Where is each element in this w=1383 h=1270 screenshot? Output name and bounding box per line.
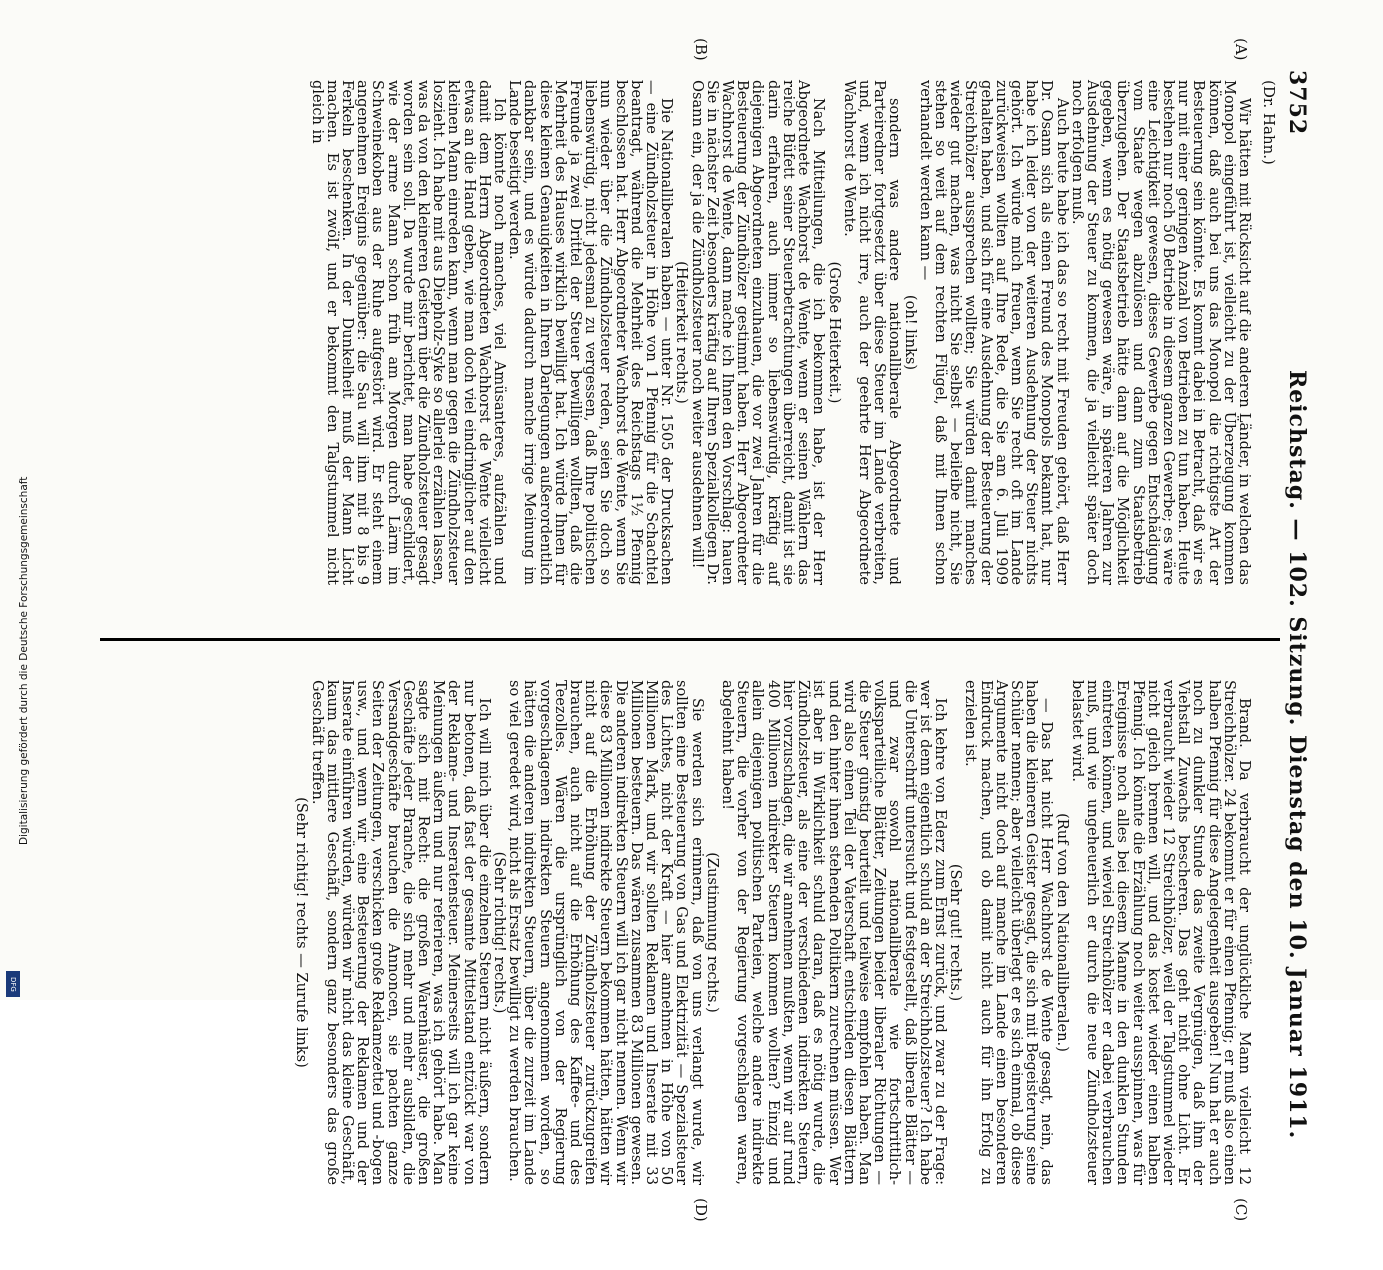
paragraph: Die Nationalliberalen haben — unter Nr. 1505 der Drucksachen — eine Zündholzsteuer in Höhe von 1 Pfennig für die Schachtel beantragt, während die Mehrheit des Reichstags 1½ Pfennig beschlossen hat. Herr Abgeordneter Wachhorst de Wente, wenn Sie nun wieder über die Zündholzsteuer reden, seien Sie doch so liebenswürdig, nicht jedesmal zu vergessen, daß Ihre politischen Freunde ja zwei Drittel der Steuer bewilligen wollten, daß die Mehrheit des Hauses wirklich bewilligt hat. Ich würde Ihnen für diese kleinen Genauigkeiten in Ihren Darlegungen außerordentlich dankbar sein, und es würde dadurch manche irrige Meinung im Lande beseitigt werden. [506, 80, 676, 585]
interjection: (Sehr gut! rechts.) [947, 863, 965, 1002]
page-header [1280, 70, 1310, 1270]
paragraph: Auch heute habe ich das so recht mit Freuden gehört, daß Herr Dr. Osann sich als einen Freund des Monopols bekannt hat, nur habe ich leider von der weiteren Ausdehnung der Steuer nichts gehört. Ich würde mich freuen, wenn Sie recht oft im Lande zurückweisen wollten auf Ihre Rede, die Sie am 6. Juli 1909 gehalten haben, und sich für eine Ausdehnung der Besteuerung der Streichhölzer aussprechen wollten; Sie würden damit manches wieder gut machen, was nicht Sie selbst — beileibe nicht, Sie stehen so weit auf dem rechten Flügel, daß mit Ihnen schon verhandelt werden kann — [916, 80, 1071, 585]
paragraph: — Das hat nicht Herr Wachhorst de Wente gesagt, nein, das haben die kleineren Geister gesagt, die sich mit Begeisterung seine Schüler nennen; aber vielleicht überlegt er es sich einmal, ob diese Argumente nicht doch auf manche im Lande einen besonderen Eindruck machen, und ob damit nicht auch für ihn Erfolg zu erzielen ist. [962, 680, 1056, 1185]
left-text-column [309, 80, 1252, 585]
paragraph: Brand. Da verbraucht der unglückliche Mann vielleicht 12 Streichhölzer. 24 bekommt er für einen Pfennig; er muß also einen halben Pfennig für diese Angelegenheit ausgeben! Nun hat er auch noch zu dunkler Stunde das zweite Vergnügen, daß ihm der Viehstall Zuwachs bescheren. Das geht nicht ohne Licht. Er verbraucht wieder 12 Streichhölzer, weil der Talgstummel wieder nicht gleich brennen will, und das kostet wieder einen halben Pfennig. Ich könnte die Erzählung noch weiter ausspinnen, was für Ereignisse noch alles bei diesem Manne in den dunklen Stunden eintreten können, und wieviel Streichhölzer er dabei verbrauchen muß, und wie ungeheuerlich er durch die neue Zündholzsteuer belastet wird. [1068, 680, 1253, 1185]
margin-marker-c: (C) [1232, 1198, 1250, 1222]
paragraph: Wir hätten mit Rücksicht auf die anderen Länder, in welchen das Monopol eingeführt ist, vielleicht zu der Überzeugung kommen können, daß auch bei uns das Monopol die richtigste Art der Besteuerung sein könnte. Es kommt dabei in Betracht, daß wir es nur mit einer geringen Anzahl von Betrieben zu tun haben. Heute bestehen nur noch 50 Betriebe in diesem ganzen Gewerbe; es wäre eine Leichtigkeit gewesen, dieses Gewerbe gegen Entschädigung vom Staate wegen abzulösen und dann zum Staatsbetrieb überzugehen. Der Staatsbetrieb hätte dann auf die Möglichkeit gegeben, wenn es nötig gewesen wäre, in späteren Jahren zur Ausdehnung der Steuer zu kommen, die ja vielleicht später doch noch erfolgen muß. [1068, 80, 1253, 585]
margin-marker-a: (A) [1232, 38, 1250, 61]
interjection: (Sehr richtig! rechts.) [491, 851, 509, 1014]
rotated-page-content [70, 38, 1310, 1222]
paragraph: sondern was andere nationalliberale Abgeordnete und Parteiredner fortgesetzt über diese Steuer im Lande verbreiten, und, wenn ich nicht irre, auch der geehrte Herr Abgeordnete Wachhorst de Wente. [840, 80, 904, 585]
interjection: (Große Heiterkeit.) [825, 261, 843, 404]
paragraph: Ich könnte noch manches, viel Amüsanteres, aufzählen und damit dem Herrn Abgeordneten Wachhorst de Wente vielleicht etwas an die Hand geben, wie man doch viel eindringlicher auf den kleinen Mann einreden kann, wenn man gegen die Zündholzsteuer loszieht. Ich habe mit aus Diepholz-Syke so allerlei erzählen lassen, was da von den kleineren Geistern über die Zündholzsteuer gesagt worden sein soll. Da wurde mir berichtet, man habe geschildert, wie der arme Mann schon früh am Morgen durch Lärm im Schweinekoben aus der Ruhe aufgestört wird. Er steht einem angenehmen Ereignis gegenüber: die Sau will ihm mit 8 bis 9 Ferkeln beschenken. In der Dunkelheit muß der Mann Licht machen. Es ist zwölf, und er bekommt den Talgstummel nicht gleich in [308, 80, 509, 585]
dfg-logo: DFG [6, 971, 20, 997]
interjection: (Sehr richtig! rechts — Zurufe links) [293, 797, 311, 1068]
digitization-sidebar [2, 5, 30, 995]
paragraph: Nach Mitteilungen, die ich bekommen habe, ist der Herr Abgeordnete Wachhorst de Wente, wenn er seinen Wählern das reiche Büfett seiner Steuerbetrachtungen überreicht, damit ist sie darin erfahren, auch immer so liebenswürdig, kräftig auf diejenigen Abgeordneten einzuhauen, die vor zwei Jahren für die Besteuerung der Zündhölzer gestimmt haben. Herr Abgeordneter Wachhorst de Wente, dann mache ich Ihnen den Vorschlag: hauen Sie in nächster Zeit besonders kräftig auf Ihren Spezialkollegen Dr. Osann ein, der ja die Zündholzsteuer noch weiter ausdehnen will! [688, 80, 828, 585]
page-number: 3752 [1284, 70, 1310, 136]
paragraph: Sie werden sich erinnern, daß von uns verlangt wurde, wir sollten eine Besteuerung von Gas und Elektrizität — Spezialsteuer des Lichtes, nicht der Kraft — hier annehmen in Höhe von 50 Millionen Mark, und wir sollten Reklamen und Inserate mit 33 Millionen besteuern. Das wären zusammen 83 Millionen gewesen. Die anderen indirekten Steuern will ich gar nicht nennen. Wenn wir diese 83 Millionen indirekte Steuern bekommen hätten, hätten wir nicht auf die Erhöhung der Zündholzsteuer zurückzugreifen brauchen, auch nicht auf die Erhöhung des Kaffee- und des Teezolles. Wären die ursprünglich von der Regierung vorgeschlagenen indirekten Steuern angenommen worden, so hätten die anderen indirekten Steuern, über die zurzeit im Lande so viel geredet wird, nicht als Ersatz bewilligt zu werden brauchen. [506, 680, 706, 1185]
funding-credit: Digitalisierung gefördert durch die Deutsche Forschungsgemeinschaft [18, 476, 30, 845]
interjection: (Zustimmung rechts.) [703, 852, 721, 1013]
interjection: (oh! links) [901, 294, 919, 371]
margin-marker-d: (D) [692, 1198, 710, 1222]
speaker-tag: (Dr. Hahn.) [1260, 80, 1278, 165]
interjection: (Heiterkeit rechts.) [673, 261, 691, 404]
margin-marker-b: (B) [692, 38, 710, 61]
paragraph: Ich will mich über die einzelnen Steuern nicht äußern, sondern nur betonen, daß fast der gesamte Mittelstand entzückt war von der Reklame- und Inseratensteuer. Meinerseits will ich gar keine Meinungen äußern und nur referieren, was ich gehört habe. Man sagte sich mit Recht: die großen Warenhäuser, die großen Geschäfte jeder Branche, die sich mehr und mehr ausbilden, die Versandgeschäfte brauchen die Annoncen, sie pachten ganze Seiten der Zeitungen, verschicken große Reklamezettel und -bogen usw., und wenn wir eine Besteuerung der Reklamen und der Inserate einführen würden, würden wir nicht das kleine Geschäft, kaum das mittlere Geschäft, sondern ganz besonders das große Geschäft treffen. [308, 680, 493, 1185]
paragraph: Ich kehre von Ederz zum Ernst zurück, und zwar zu der Frage: wer ist denn eigentlich schuld an der Streichholzsteuer? Ich habe die Unterschrift untersucht und festgestellt, daß liberale Blätter — und zwar sowohl nationalliberale wie fortschrittlich-volksparteiliche Blätter, Zeitungen beider liberaler Richtungen — die Steuer günstig beurteilt und teilweise empfohlen haben. Man wird also einen Teil der Vaterschaft entschieden diesen Blättern und den hinter ihnen stehenden Politikern zurechnen müssen. Wer ist aber in Wirklichkeit schuld daran, daß es nötig wurde, die Zündholzsteuer, als eine der verschiedenen indirekten Steuern, hier vorzuschlagen, die wir annehmen mußten, wenn wir auf rund 400 Millionen indirekter Steuern kommen wollten? Einzig und allein diejenigen politischen Parteien, welche andere indirekte Steuern, die vorher von der Regierung vorgeschlagen waren, abgelehnt haben! [719, 680, 949, 1185]
page-title: Reichstag. — 102. Sitzung. Dienstag den 10. Januar 1911. [1284, 370, 1310, 1140]
right-text-column [294, 680, 1252, 1185]
interjection: (Ruf von den Nationalliberalen.) [1053, 813, 1071, 1052]
column-divider [100, 638, 1280, 641]
